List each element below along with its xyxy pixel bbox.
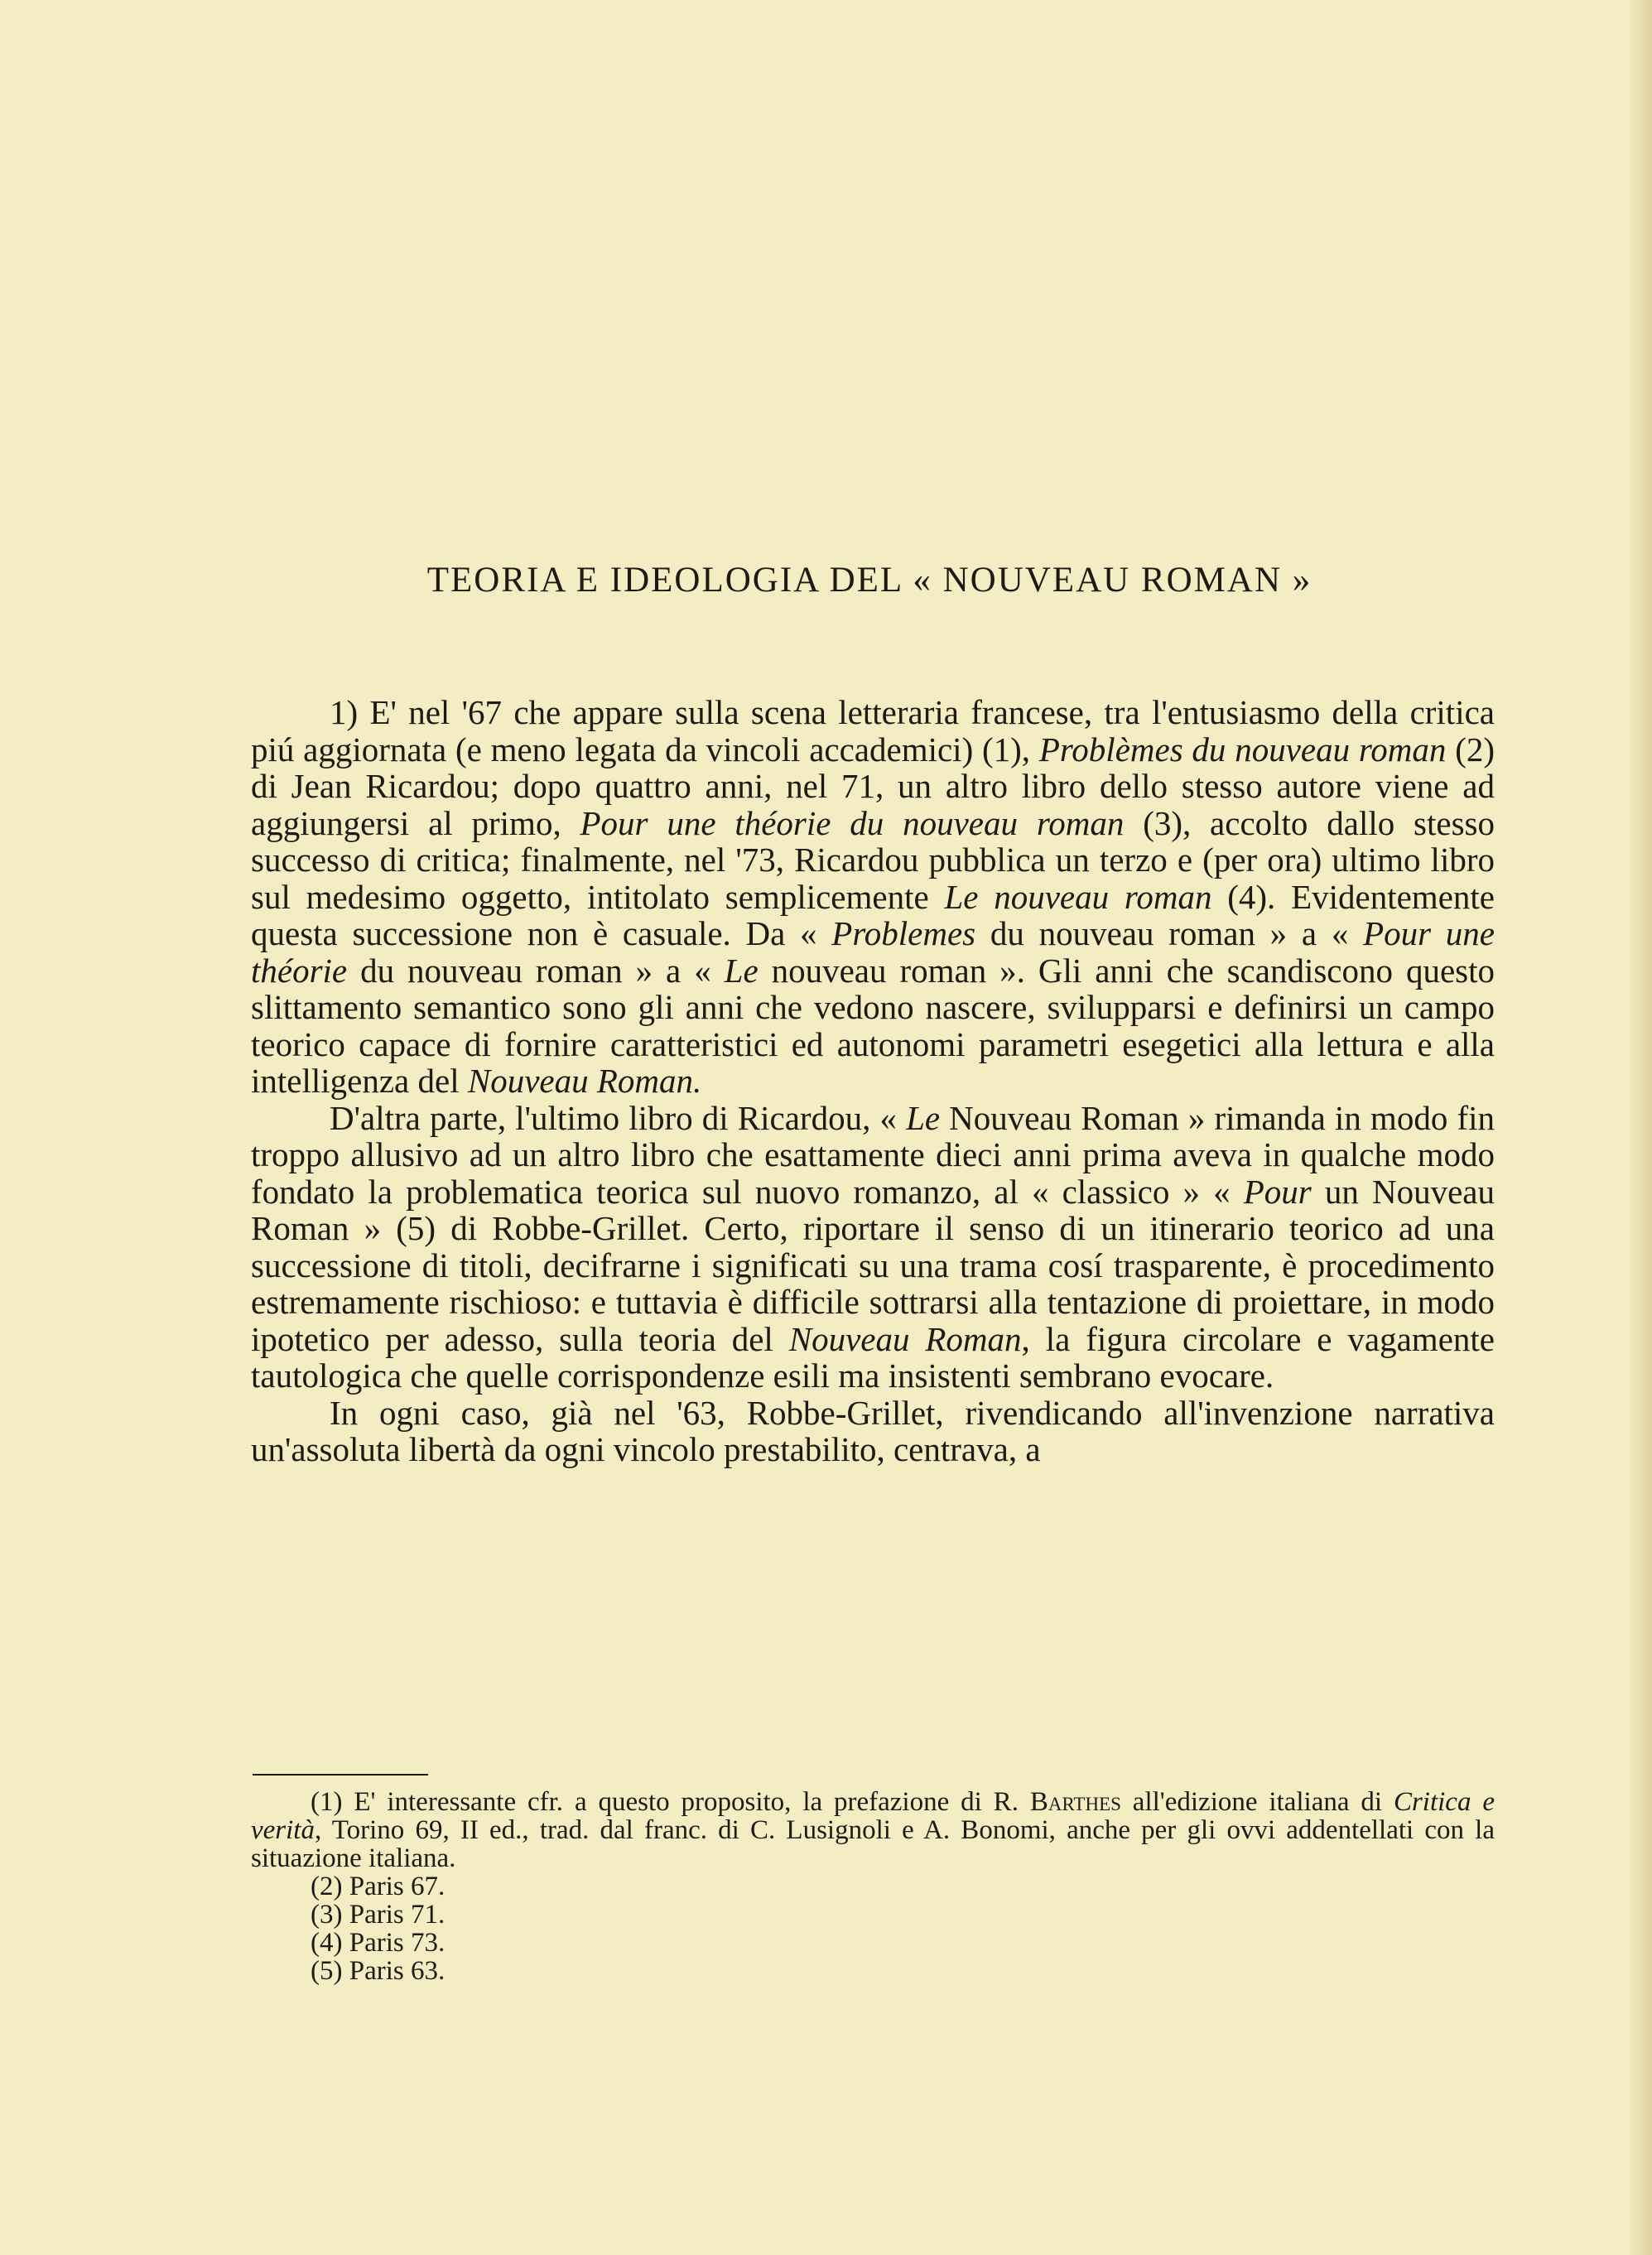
text-run: (2) di Jean Ricardou; dopo quattro anni, nel 71, un altro libro dello stesso autore viene ad aggiungersi al primo, [251,730,1495,842]
text-run: , Torino 69, II ed., trad. dal franc. di C. Lusignoli e A. Bonomi, anche per gli ovvi addentellati con la situazione italiana. [251,1815,1495,1873]
paragraph [251,1395,1495,1468]
text-run: (1) E' interessante cfr. a questo proposito, la prefazione di R. [311,1787,1030,1817]
footnote: (4) Paris 73. [311,1928,446,1958]
footnote: (5) Paris 63. [311,1956,446,1986]
paragraph [251,694,1495,1100]
text-run: all'edizione italiana di [1120,1787,1394,1817]
italic-run: Problemes [831,914,976,952]
text-run: Nouveau Roman » rimanda in modo fin troppo allusivo ad un altro libro che esattamente dieci anni prima aveva in qualche modo fondato la problematica teorica sul nuovo romanzo, al « classico » « [251,1098,1495,1211]
italic-run: Le [906,1098,941,1137]
italic-run: Nouveau Roman. [467,1062,702,1100]
footnote-rule [253,1774,428,1776]
footnote: (2) Paris 67. [311,1872,446,1901]
text-run: D'altra parte, l'ultimo libro di Ricardou, « [330,1098,907,1137]
paragraph [251,1100,1495,1395]
text-run: (3), accolto dallo stesso successo di critica; finalmente, nel '73, Ricardou pubblica un terzo e (per ora) ultimo libro sul medesimo oggetto, intitolato semplicemente [251,803,1495,916]
italic-run: Le nouveau roman [944,877,1212,916]
footnote [251,1788,1495,1872]
text-run: 1) E' nel '67 che appare sulla scena letteraria francese, tra l'entusiasmo della critica piú aggiornata (e meno legata da vincoli accademici) (1), [251,693,1495,769]
italic-run: Problèmes du nouveau roman [1038,730,1447,769]
body-text [251,694,1495,1468]
text-run: nouveau roman ». Gli anni che scandiscono questo slittamento semantico sono gli anni che vedono nascere, svilupparsi e definirsi un campo teorico capace di fornire caratteristici ed autonomi parametri esegetici alla lettura e alla intelligenza del [251,951,1495,1100]
italic-run: Pour une théorie du nouveau roman [580,803,1125,842]
text-run: In ogni caso, già nel '63, Robbe-Grillet, rivendicando all'invenzione narrativa un'assoluta libertà da ogni vincolo prestabilito, centrava, a [251,1393,1495,1468]
italic-run: Critica e verità [251,1787,1495,1845]
footnote: (3) Paris 71. [311,1900,446,1930]
text-run: du nouveau roman » a « [975,914,1364,952]
smallcaps-run: Barthes [1029,1787,1121,1817]
italic-run: Nouveau Roman [788,1319,1022,1358]
italic-run: Le [724,951,759,990]
text-run: du nouveau roman » a « [347,951,725,990]
page-edge [1627,0,1652,2255]
text-run: (4). Evidentemente questa successione non è casuale. Da « [251,877,1495,952]
italic-run: Pour une théorie [251,914,1495,990]
page-title: TEORIA E IDEOLOGIA DEL « NOUVEAU ROMAN » [426,561,1312,600]
text-run: , la figura circolare e vagamente tautologica che quelle corrispondenze esili ma insistenti sembrano evocare. [251,1319,1495,1395]
footnotes [251,1788,1495,1985]
italic-run: Pour [1243,1172,1312,1211]
text-run: un Nouveau Roman » (5) di Robbe-Grillet. Certo, riportare il senso di un itinerario teorico ad una successione di titoli, decifrarne i significati su una trama cosí trasparente, è procedimento estremamente rischioso: e tuttavia è difficile sottrarsi alla tentazione di proiettare, in modo ipotetico per adesso, sulla teoria del [251,1172,1495,1358]
